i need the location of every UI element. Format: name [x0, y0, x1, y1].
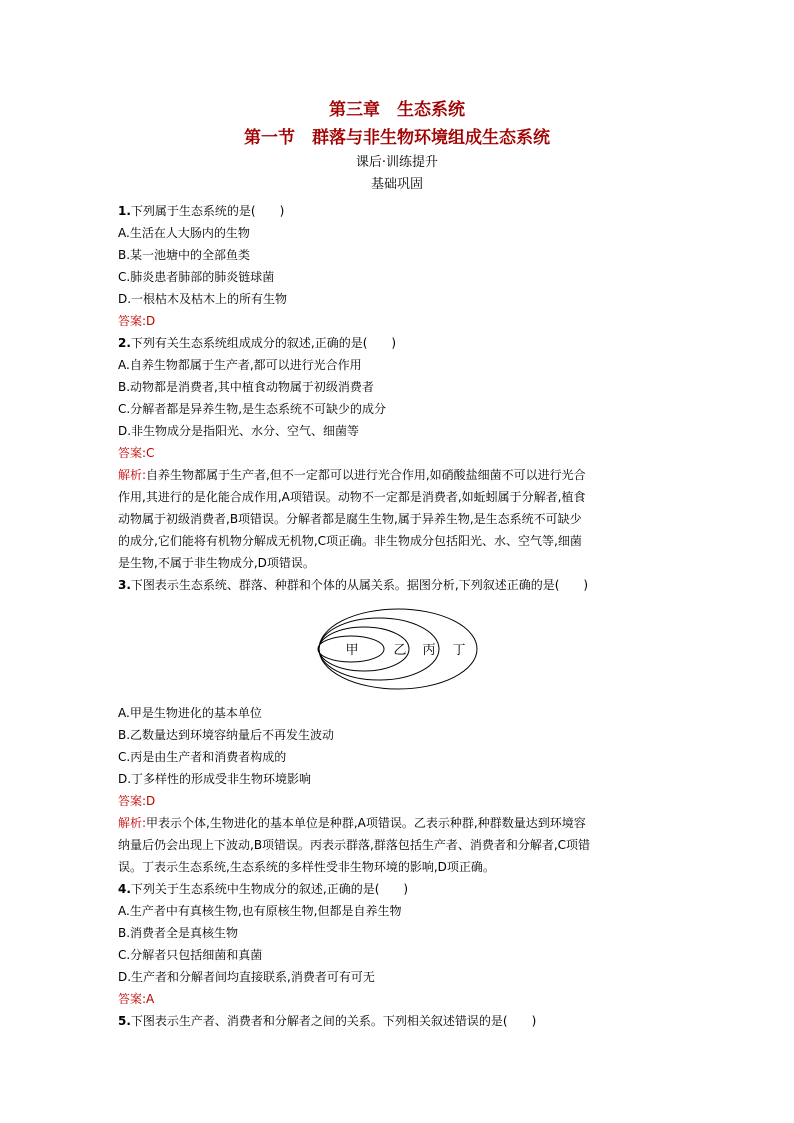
exercise-subtitle: 课后·训练提升 [355, 155, 439, 170]
option: A.甲是生物进化的基本单位 [118, 706, 262, 720]
question-text: 下图表示生产者、消费者和分解者之间的关系。下列相关叙述错误的是( ) [130, 1014, 537, 1028]
analysis-line: 作用,其进行的是化能合成作用,A项错误。动物不一定都是消费者,如蚯蚓属于分解者,植食 [118, 490, 586, 504]
option: D.非生物成分是指阳光、水分、空气、细菌等 [118, 424, 360, 438]
label-yi: 乙 [393, 643, 407, 658]
answer: 答案:C [118, 446, 155, 460]
option: B.消费者全是真核生物 [118, 926, 239, 940]
answer: 答案:D [118, 314, 156, 328]
option: A.生产者中有真核生物,也有原核生物,但都是自养生物 [118, 904, 402, 918]
analysis-text: 甲表示个体,生物进化的基本单位是种群,A项错误。乙表示种群,种群数量达到环境容 [146, 816, 586, 830]
question-number: 4. [118, 882, 131, 896]
analysis-line: 纳量后仍会出现上下波动,B项错误。丙表示群落,群落包括生产者、消费者和分解者,C项错 [118, 838, 591, 852]
question-number: 3. [118, 578, 131, 592]
question-text: 下列关于生态系统中生物成分的叙述,正确的是( ) [130, 882, 409, 896]
option: B.动物都是消费者,其中植食动物属于初级消费者 [118, 380, 374, 394]
chapter-title: 第三章 生态系统 [329, 100, 465, 120]
question-number: 1. [118, 204, 131, 218]
analysis-line: 是生物,不属于非生物成分,D项错误。 [118, 556, 315, 570]
question-number: 5. [118, 1014, 131, 1028]
option: C.肺炎患者肺部的肺炎链球菌 [118, 270, 275, 284]
option: A.生活在人大肠内的生物 [118, 226, 250, 240]
analysis-line: 的成分,它们能将有机物分解成无机物,C项正确。非生物成分包括阳光、水、空气等,细菌 [118, 534, 582, 548]
question-number: 2. [118, 336, 131, 350]
ellipse-bing [319, 618, 439, 680]
question-text: 下列有关生态系统组成成分的叙述,正确的是( ) [130, 336, 397, 350]
nested-ellipse-diagram [118, 606, 676, 692]
level-subtitle: 基础巩固 [370, 177, 423, 192]
question-1-stem [118, 200, 676, 222]
answer: 答案:A [118, 992, 155, 1006]
question-4-stem [118, 878, 676, 900]
question-5-stem [118, 1010, 676, 1032]
question-content [118, 200, 676, 1032]
analysis-line [118, 812, 676, 834]
question-2-stem [118, 332, 676, 354]
option: A.自养生物都属于生产者,都可以进行光合作用 [118, 358, 362, 372]
option: C.丙是由生产者和消费者构成的 [118, 750, 287, 764]
question-3-stem [118, 574, 676, 596]
question-text: 下列属于生态系统的是( ) [130, 204, 285, 218]
analysis-line [118, 464, 676, 486]
option: D.生产者和分解者间均直接联系,消费者可有可无 [118, 970, 375, 984]
analysis-line: 动物属于初级消费者,B项错误。分解者都是腐生生物,属于异养生物,是生态系统不可缺少 [118, 512, 582, 526]
option: D.丁多样性的形成受非生物环境影响 [118, 772, 312, 786]
answer: 答案:D [118, 794, 156, 808]
option: B.某一池塘中的全部鱼类 [118, 248, 251, 262]
analysis-label: 解析: [118, 468, 147, 482]
analysis-line: 误。丁表示生态系统,生态系统的多样性受非生物环境的影响,D项正确。 [118, 860, 495, 874]
option: D.一根枯木及枯木上的所有生物 [118, 292, 288, 306]
option: B.乙数量达到环境容纳量后不再发生波动 [118, 728, 335, 742]
option: C.分解者都是异养生物,是生态系统不可缺少的成分 [118, 402, 387, 416]
analysis-text: 自养生物都属于生产者,但不一定都可以进行光合作用,如硝酸盐细菌不可以进行光合 [146, 468, 586, 482]
title-block [0, 96, 794, 196]
section-title: 第一节 群落与非生物环境组成生态系统 [244, 128, 550, 148]
label-jia: 甲 [345, 643, 359, 658]
label-bing: 丙 [422, 643, 436, 658]
analysis-label: 解析: [118, 816, 147, 830]
label-ding: 丁 [452, 643, 466, 658]
question-text: 下图表示生态系统、群落、种群和个体的从属关系。据图分析,下列叙述正确的是( ) [130, 578, 589, 592]
option: C.分解者只包括细菌和真菌 [118, 948, 263, 962]
ellipse-figure [316, 606, 480, 692]
